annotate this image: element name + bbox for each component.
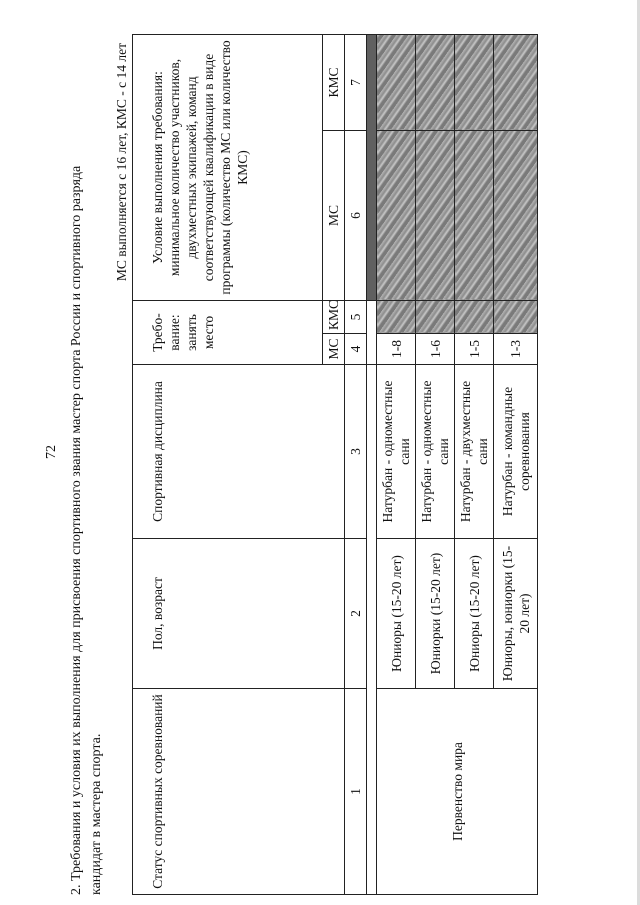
row-1-cond-kms	[377, 34, 416, 130]
row-3-kms-place	[455, 301, 494, 334]
row-4-cond-kms	[494, 34, 538, 130]
row-2-kms-place	[416, 301, 455, 334]
rotated-page-content	[66, 35, 626, 895]
header-cond-ms: МС	[323, 131, 345, 301]
row-1-ms-place: 1-8	[377, 334, 416, 365]
row-1-kms-place	[377, 301, 416, 334]
requirements-table	[132, 34, 538, 895]
heading-line-2: кандидат в мастера спорта.	[89, 733, 104, 895]
shaded-band	[367, 34, 377, 300]
row-4-ms-place: 1-3	[494, 334, 538, 365]
header-gender-age: Пол, возраст	[133, 539, 345, 689]
page-number: 72	[44, 445, 59, 459]
row-2-cond-kms	[416, 34, 455, 130]
column-number-5: 5	[345, 301, 367, 334]
column-number-2: 2	[345, 539, 367, 689]
header-status: Статус спортивных соревнований	[133, 689, 345, 895]
column-number-6: 6	[345, 131, 367, 301]
row-3-cond-ms	[455, 131, 494, 301]
row-2-ms-place: 1-6	[416, 334, 455, 365]
column-number-4: 4	[345, 334, 367, 365]
heading-line-1: 2. Требования и условия их выполнения для присвоения спортивного звания мастер спорта России и спортивного разряда	[69, 165, 84, 895]
row-2-discipline: Натурбан - одноместные сани	[416, 365, 455, 539]
row-2-gender-age: Юниорки (15-20 лет)	[416, 539, 455, 689]
header-condition: Условие выполнения требования: минимальное количество участников, двухместных экипажей, команд соответствующей квалификации в виде программы (количество МС или количество КМС)	[133, 34, 323, 300]
row-3-ms-place: 1-5	[455, 334, 494, 365]
row-3-gender-age: Юниоры (15-20 лет)	[455, 539, 494, 689]
header-requirement: Требо- вание: занять место	[133, 301, 323, 365]
row-3-cond-kms	[455, 34, 494, 130]
status-cell: Первенство мира	[377, 689, 538, 895]
row-1-cond-ms	[377, 131, 416, 301]
column-number-3: 3	[345, 365, 367, 539]
column-number-7: 7	[345, 34, 367, 130]
age-note: МС выполняется с 16 лет, КМС - с 14 лет	[114, 43, 129, 282]
header-discipline: Спортивная дисциплина	[133, 365, 345, 539]
row-2-cond-ms	[416, 131, 455, 301]
column-number-1: 1	[345, 689, 367, 895]
row-1-gender-age: Юниоры (15-20 лет)	[377, 539, 416, 689]
spacer-row-req	[367, 301, 377, 365]
row-1-discipline: Натурбан - одноместные сани	[377, 365, 416, 539]
header-cond-kms: КМС	[323, 34, 345, 130]
spacer-row	[367, 365, 377, 895]
row-4-kms-place	[494, 301, 538, 334]
row-3-discipline: Натурбан - двухместные сани	[455, 365, 494, 539]
header-req-ms: МС	[323, 334, 345, 365]
row-4-discipline: Натурбан - командные соревнования	[494, 365, 538, 539]
row-4-cond-ms	[494, 131, 538, 301]
header-req-kms: КМС	[323, 301, 345, 334]
row-4-gender-age: Юниоры, юниорки (15-20 лет)	[494, 539, 538, 689]
